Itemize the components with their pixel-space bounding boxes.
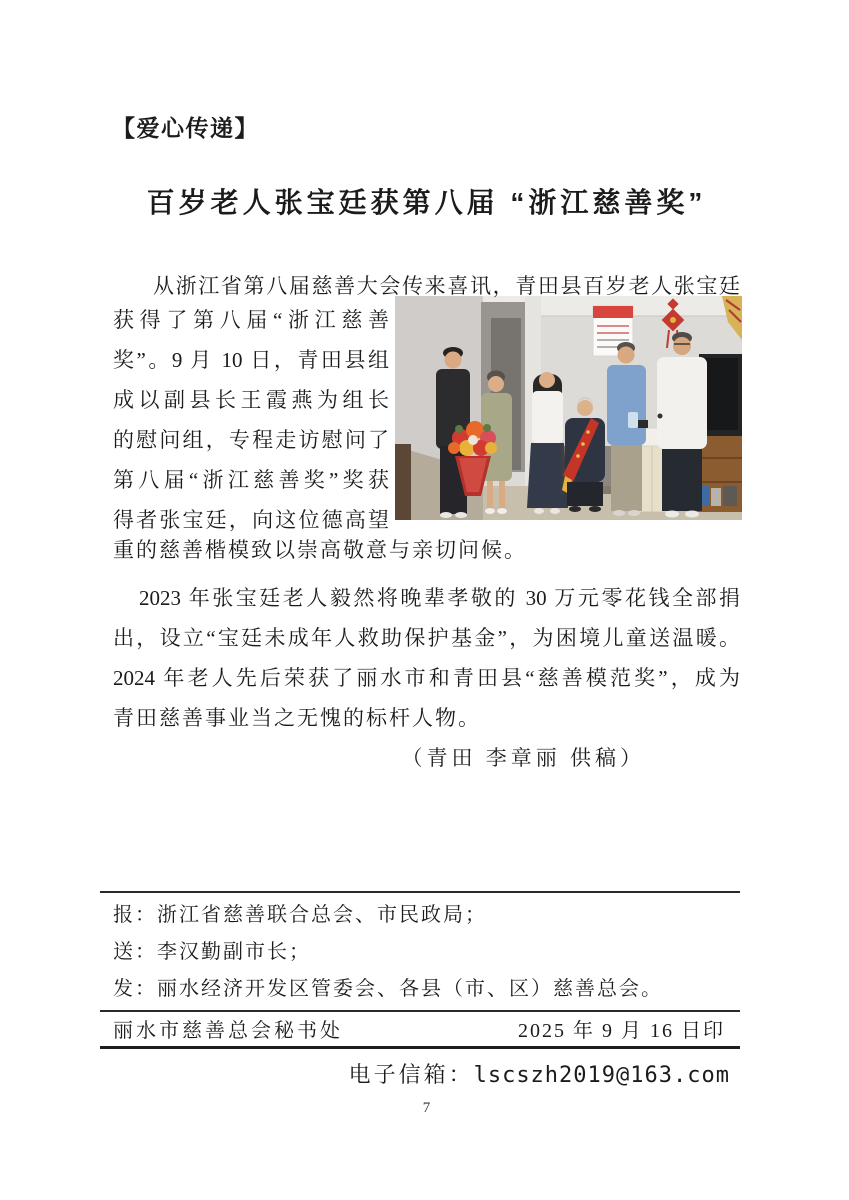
group-photo — [395, 296, 742, 520]
body-line: 重的慈善楷模致以崇高敬意与亲切问候。 — [113, 538, 527, 562]
divider-bottom — [100, 1046, 740, 1049]
divider-middle — [100, 1010, 740, 1012]
body-line: 2024 年老人先后荣获了丽水市和青田县“慈善模范奖”，成为 — [113, 666, 740, 690]
body-line: 青田慈善事业当之无愧的标杆人物。 — [113, 706, 481, 730]
email-label: 电子信箱： — [348, 1062, 474, 1087]
body-line: 出，设立“宝廷未成年人救助保护基金”，为困境儿童送温暖。 — [113, 626, 740, 650]
footer-print-date: 2025 年 9 月 16 日印 — [518, 1020, 725, 1042]
body-line: 得者张宝廷，向这位德高望 — [113, 508, 389, 532]
divider-top — [100, 891, 740, 893]
photo-person-blue-polo — [607, 342, 648, 516]
footer-distribute-line: 发：丽水经济开发区管委会、各县（市、区）慈善总会。 — [113, 978, 663, 1000]
photo-wood-chair — [395, 444, 411, 520]
article-title: 百岁老人张宝廷获第八届 “浙江慈善奖” — [146, 187, 707, 218]
page-number: 7 — [422, 1100, 431, 1116]
body-line: 从浙江省第八届慈善大会传来喜讯，青田县百岁老人张宝廷 — [153, 274, 740, 298]
footer-issuer: 丽水市慈善总会秘书处 — [113, 1020, 343, 1042]
body-line: 2023 年张宝廷老人毅然将晚辈孝敬的 30 万元零花钱全部捐 — [139, 586, 740, 610]
body-line: 获得了第八届“浙江慈善 — [113, 308, 389, 332]
footer-send-line: 送：李汉勤副市长； — [113, 941, 311, 963]
footer-report-line: 报：浙江省慈善联合总会、市民政局； — [113, 904, 487, 926]
body-line: 的慰问组，专程走访慰问了 — [113, 428, 389, 452]
body-line: 成以副县长王霞燕为组长 — [113, 388, 389, 412]
footer-email-row — [113, 1060, 730, 1091]
body-line: 奖”。9 月 10 日，青田县组 — [113, 348, 389, 372]
byline: （青田 李章丽 供稿） — [401, 746, 645, 770]
body-line: 第八届“浙江慈善奖”奖获 — [113, 468, 389, 492]
email-address: lscszh2019@163.com — [473, 1063, 730, 1088]
photo-person-white-polo — [657, 332, 707, 518]
section-tag: 【爱心传递】 — [112, 115, 259, 141]
